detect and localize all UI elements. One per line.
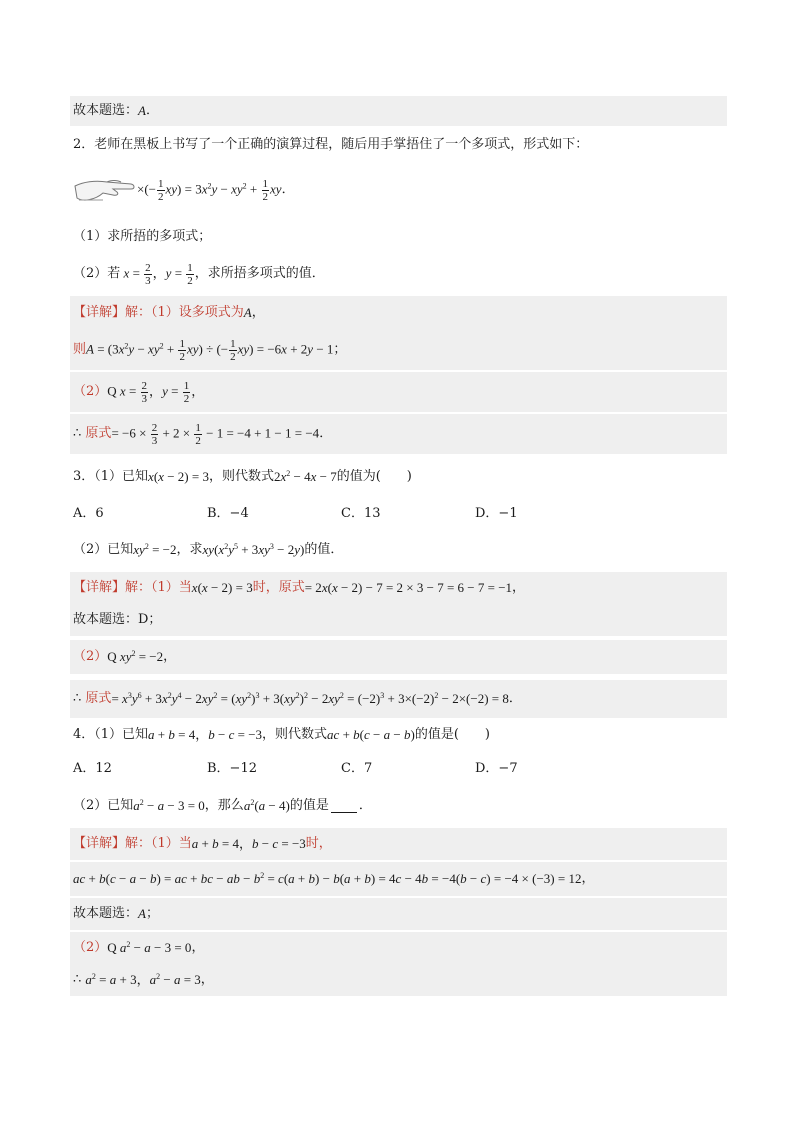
option-d: D．−1 [475,506,518,521]
answer-text: 故本题选： [73,103,139,118]
question-4-stem: 4．（1）已知 a + b = 4，b − c = −3 ，则代数式 ac + b(c − a − b) 的值是( ) [73,727,490,742]
question-2-part-1: （1）求所捂的多项式； [73,229,212,244]
question-4-options [70,758,727,780]
solution-3-choose: 故本题选：D； [70,604,727,636]
option-a: A．6 [73,506,104,521]
solution-4-step-2: （2） Q $a^2 - a - 3 = 0$ ， [70,932,727,964]
answer-line-1: 故本题选： A ． [70,96,727,126]
option-b: B．−4 [207,506,249,521]
solution-4-step-3: ∴ $a^2 = a + 3$，$a^2 - a = 3$ ， [70,964,727,996]
question-3-stem: 3．（1）已知 x(x − 2) = 3 ，则代数式 $2x^2 - 4x - 7$ 的值为( ) [73,469,412,484]
option-c: C．13 [341,506,381,521]
question-2-part-2: （2）若 x = $\frac{2}{3}$ ，y = $\frac{1}{2}$ ，求所捂多项式的值． [73,261,325,287]
question-2-stem: 2．老师在黑板上书写了一个正确的演算过程，随后用手掌捂住了一个多项式，形式如下： [73,137,589,152]
question-2-expression: ×(− $\frac{1}{2}$ $xy) = 3x^2y - xy^2$ + $\frac{1}{2}$ xy ． [70,168,727,212]
solution-3-step-1: 【详解】 解：（1）当 x(x − 2) = 3 时，原式 = 2x(x − 2) − 7 = 2 × 3 − 7 = 6 − 7 = −1 ， [70,572,727,604]
detail-tag: 【详解】 [73,580,126,595]
option-c: C．7 [341,761,373,776]
option-b: B．−12 [207,761,257,776]
detail-tag: 【详解】 [73,836,126,851]
solution-3-step-3: ∴ 原式 = $x^3y^6 + 3x^2y^4 - 2xy^2 = (xy^2)^3 + 3(xy^2)^2 - 2xy^2 = (-2)^3 + 3\times(-2)^2 - 2\times(-2) = 8$ ． [70,680,727,718]
option-d: D．−7 [475,761,518,776]
solution-2-step-2: （2） Q x = $\frac{2}{3}$ ，y = $\frac{1}{2}$ ， [70,372,727,412]
solution-4-intro: 【详解】 解：（1）当 a + b = 4，b − c = −3 时， [70,828,727,860]
hand-covering-icon [73,174,135,206]
solution-3-step-2: （2） Q $xy^2 = -2$ ， [70,640,727,674]
option-a: A．12 [73,761,112,776]
solution-2-step-3: ∴ 原式 = −6 × $\frac{2}{3}$ + 2 × $\frac{1}{2}$ − 1 = −4 + 1 − 1 = −4 ． [70,414,727,454]
detail-tag: 【详解】 [73,305,126,320]
question-3-part-2: （2）已知 $xy^2 = -2$ ，求 $xy(x^2y^5 + 3xy^3 - 2y)$ 的值． [73,542,344,557]
solution-2-step-1: 则 $A = (3x^2y - xy^2$ + $\frac{1}{2}$ xy) ÷ (− $\frac{1}{2}$ xy) = −6x + 2y − 1 ； [70,330,727,370]
question-3-options [70,503,727,525]
solution-4-step-1: ac + b(c − a − b) = ac + bc − ab − $b^2 = c(a + b) - b(a + b) = 4c - 4b = -4(b - c) = -4 \times (-3) = 12$ ， [70,862,727,896]
answer-blank [331,800,357,813]
solution-4-choose: 故本题选： A ； [70,898,727,930]
question-4-part-2: （2）已知 $a^2 - a - 3 = 0$ ，那么 $a^2(a - 4)$ 的值是 ． [73,798,372,813]
solution-2-intro: 【详解】 解：（1）设多项式为 A ， [70,296,727,330]
